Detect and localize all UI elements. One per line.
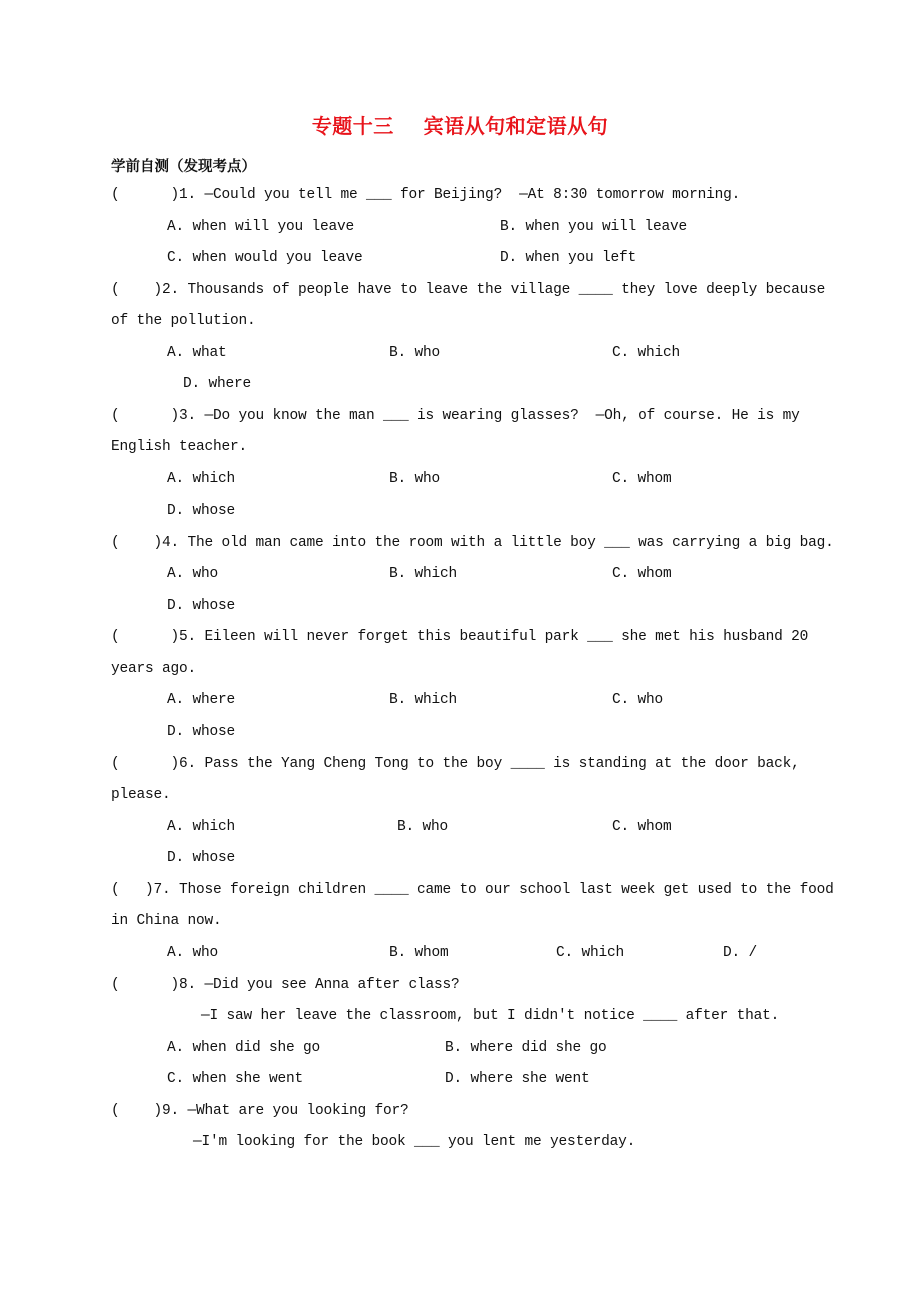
question-8-stem: ( )8. —Did you see Anna after class? — [111, 977, 460, 993]
question-9-stem-cont: —I'm looking for the book ___ you lent me yesterday. — [193, 1134, 636, 1150]
question-5-stem: ( )5. Eileen will never forget this beautiful park ___ she met his husband 20 — [111, 629, 809, 645]
page-title: 专题十三 宾语从句和定语从句 — [311, 114, 609, 138]
question-1-option-c: C. when would you leave — [167, 250, 363, 266]
question-8-option-a: A. when did she go — [167, 1040, 321, 1056]
question-4-stem: ( )4. The old man came into the room with a little boy ___ was carrying a big bag. — [111, 535, 834, 551]
question-4-option-d: D. whose — [167, 598, 236, 614]
question-6-stem: ( )6. Pass the Yang Cheng Tong to the boy ____ is standing at the door back, — [111, 756, 800, 772]
question-3-option-b: B. who — [389, 471, 441, 487]
question-4-option-c: C. whom — [612, 566, 672, 582]
question-1-stem: ( )1. —Could you tell me ___ for Beijing? —At 8:30 tomorrow morning. — [111, 187, 741, 203]
question-2-option-c: C. which — [612, 345, 681, 361]
question-3-option-c: C. whom — [612, 471, 672, 487]
question-8-option-b: B. where did she go — [445, 1040, 607, 1056]
section-heading: 学前自测（发现考点） — [111, 159, 256, 175]
question-5-option-a: A. where — [167, 692, 236, 708]
question-5-option-d: D. whose — [167, 724, 236, 740]
question-7-stem-cont: in China now. — [111, 913, 222, 929]
question-7-option-c: C. which — [556, 945, 625, 961]
question-3-option-a: A. which — [167, 471, 236, 487]
question-9-stem: ( )9. —What are you looking for? — [111, 1103, 409, 1119]
question-7-option-d: D. / — [723, 945, 758, 961]
question-6-option-c: C. whom — [612, 819, 672, 835]
question-2-stem: ( )2. Thousands of people have to leave the village ____ they love deeply because — [111, 282, 826, 298]
question-6-option-d: D. whose — [167, 850, 236, 866]
question-2-option-d: D. where — [183, 376, 252, 392]
question-7-option-a: A. who — [167, 945, 219, 961]
question-3-option-d: D. whose — [167, 503, 236, 519]
question-1-option-a: A. when will you leave — [167, 219, 355, 235]
question-7-option-b: B. whom — [389, 945, 449, 961]
question-8-stem-cont: —I saw her leave the classroom, but I didn't notice ____ after that. — [201, 1008, 780, 1024]
question-8-option-d: D. where she went — [445, 1071, 590, 1087]
question-1-option-b: B. when you will leave — [500, 219, 688, 235]
question-5-stem-cont: years ago. — [111, 661, 197, 677]
question-2-option-b: B. who — [389, 345, 441, 361]
question-3-stem: ( )3. —Do you know the man ___ is wearing glasses? —Oh, of course. He is my — [111, 408, 800, 424]
question-7-stem: ( )7. Those foreign children ____ came to our school last week get used to the food — [111, 882, 834, 898]
question-4-option-b: B. which — [389, 566, 458, 582]
question-8-option-c: C. when she went — [167, 1071, 304, 1087]
question-5-option-b: B. which — [389, 692, 458, 708]
question-6-stem-cont: please. — [111, 787, 171, 803]
question-2-option-a: A. what — [167, 345, 227, 361]
question-1-option-d: D. when you left — [500, 250, 637, 266]
question-2-stem-cont: of the pollution. — [111, 313, 256, 329]
question-6-option-a: A. which — [167, 819, 236, 835]
question-4-option-a: A. who — [167, 566, 219, 582]
question-6-option-b: B. who — [397, 819, 449, 835]
question-5-option-c: C. who — [612, 692, 664, 708]
question-3-stem-cont: English teacher. — [111, 439, 248, 455]
